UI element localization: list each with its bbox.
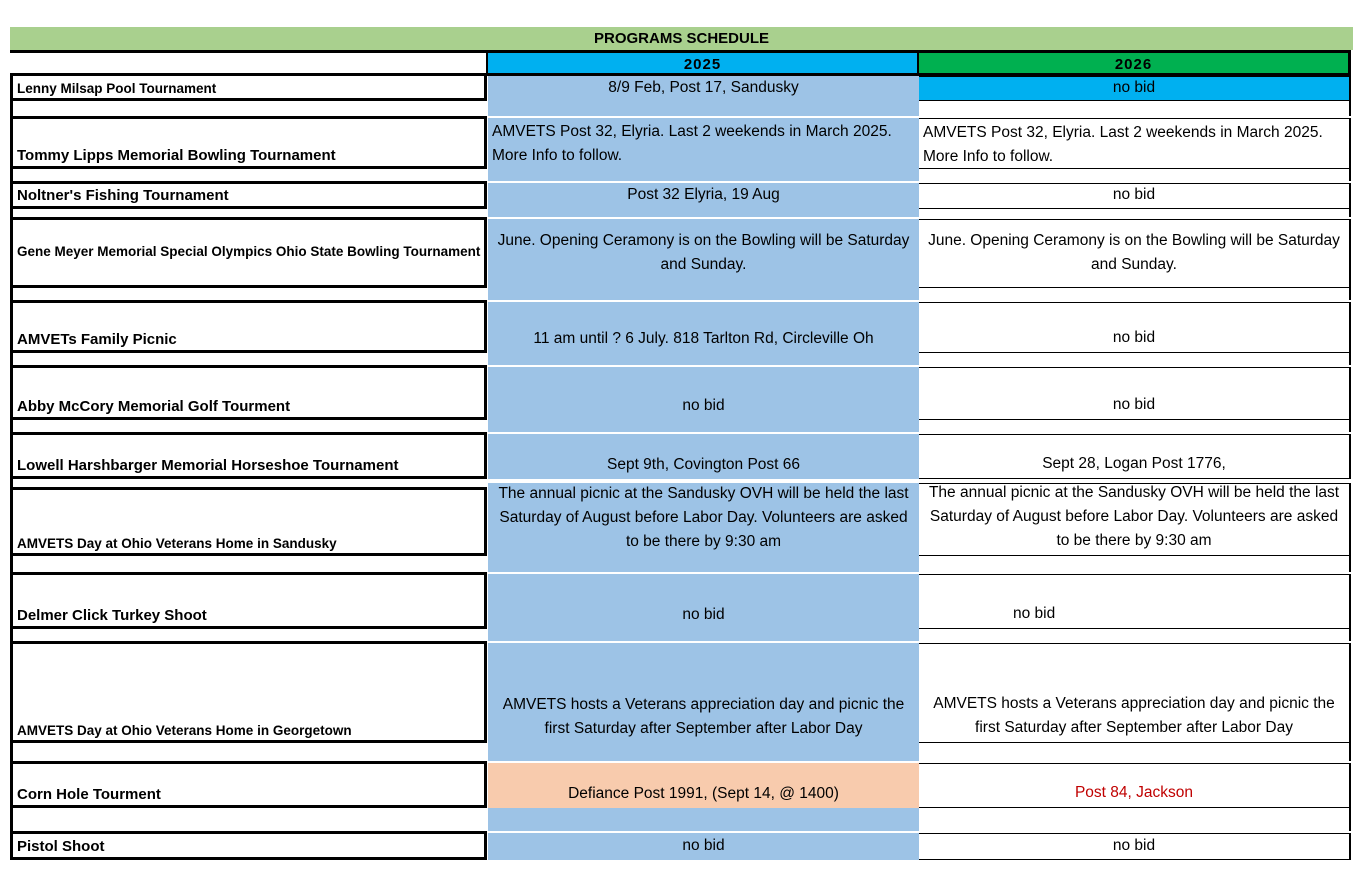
page-title: PROGRAMS SCHEDULE	[10, 27, 1353, 50]
spacer-row	[488, 629, 919, 641]
cell-2026-pool-tournament: no bid	[919, 76, 1351, 101]
column-header-2025: 2025	[488, 50, 919, 76]
row-label-bowling-tournament: Tommy Lipps Memorial Bowling Tournament	[13, 116, 487, 169]
cell-2026-bowling-tournament: AMVETS Post 32, Elyria. Last 2 weekends in March 2025. More Info to follow.	[919, 118, 1351, 169]
spacer-row	[488, 169, 919, 181]
spacer-row	[919, 288, 1351, 300]
cell-2025-corn-hole: Defiance Post 1991, (Sept 14, @ 1400)	[488, 763, 919, 808]
cell-2026-ovh-georgetown: AMVETS hosts a Veterans appreciation day and picnic the first Saturday after September after Labor Day	[919, 643, 1351, 743]
cell-2026-special-olympics-bowling: June. Opening Ceramony is on the Bowling will be Saturday and Sunday.	[919, 219, 1351, 288]
spacer-row	[919, 556, 1351, 572]
column-header-2026: 2026	[919, 50, 1351, 76]
cell-2025-horseshoe-tournament: Sept 9th, Covington Post 66	[488, 434, 919, 479]
cell-2025-bowling-tournament: AMVETS Post 32, Elyria. Last 2 weekends in March 2025. More Info to follow.	[488, 118, 919, 169]
spacer-row	[919, 743, 1351, 761]
cell-2025-family-picnic: 11 am until ? 6 July. 818 Tarlton Rd, Circleville Oh	[488, 302, 919, 353]
row-label-horseshoe-tournament: Lowell Harshbarger Memorial Horseshoe Tournament	[13, 432, 487, 479]
spacer-row	[919, 169, 1351, 181]
row-label-family-picnic: AMVETs Family Picnic	[13, 300, 487, 353]
cell-2026-corn-hole: Post 84, Jackson	[919, 763, 1351, 808]
row-label-golf-tourment: Abby McCory Memorial Golf Tourment	[13, 365, 487, 420]
spacer-row	[488, 288, 919, 300]
cell-2026-fishing-tournament: no bid	[919, 183, 1351, 209]
spacer-row	[919, 420, 1351, 432]
row-label-ovh-georgetown: AMVETS Day at Ohio Veterans Home in Georgetown	[13, 641, 487, 743]
row-label-pool-tournament: Lenny Milsap Pool Tournament	[13, 73, 487, 101]
spacer-row	[488, 353, 919, 365]
spacer-row	[488, 101, 919, 116]
cell-2026-ovh-sandusky: The annual picnic at the Sandusky OVH will be held the last Saturday of August before Labor Day. Volunteers are asked to be there by 9:30 am	[919, 483, 1351, 556]
spacer-row	[919, 209, 1351, 217]
cell-2026-golf-tourment: no bid	[919, 367, 1351, 420]
row-label-corn-hole: Corn Hole Tourment	[13, 761, 487, 808]
row-label-special-olympics-bowling: Gene Meyer Memorial Special Olympics Ohio State Bowling Tournament	[13, 217, 487, 288]
cell-2026-pistol-shoot: no bid	[919, 833, 1351, 860]
spacer-row	[488, 556, 919, 572]
cell-2025-pistol-shoot: no bid	[488, 833, 919, 860]
spacer-row	[919, 808, 1351, 831]
cell-2025-ovh-sandusky: The annual picnic at the Sandusky OVH will be held the last Saturday of August before Labor Day. Volunteers are asked to be there by 9:30 am	[488, 483, 919, 556]
cell-2025-turkey-shoot: no bid	[488, 574, 919, 629]
spacer-row	[919, 101, 1351, 116]
cell-2025-special-olympics-bowling: June. Opening Ceramony is on the Bowling will be Saturday and Sunday.	[488, 219, 919, 288]
spacer-row	[488, 808, 919, 831]
spacer-row	[488, 420, 919, 432]
cell-2025-pool-tournament: 8/9 Feb, Post 17, Sandusky	[488, 76, 919, 101]
row-label-ovh-sandusky: AMVETS Day at Ohio Veterans Home in Sandusky	[13, 487, 487, 556]
cell-2026-family-picnic: no bid	[919, 302, 1351, 353]
spacer-row	[919, 629, 1351, 641]
cell-2025-ovh-georgetown: AMVETS hosts a Veterans appreciation day and picnic the first Saturday after September after Labor Day	[488, 643, 919, 743]
spacer-row	[919, 353, 1351, 365]
cell-2026-horseshoe-tournament: Sept 28, Logan Post 1776,	[919, 434, 1351, 479]
cell-2025-fishing-tournament: Post 32 Elyria, 19 Aug	[488, 183, 919, 209]
row-label-turkey-shoot: Delmer Click Turkey Shoot	[13, 572, 487, 629]
row-label-fishing-tournament: Noltner's Fishing Tournament	[13, 181, 487, 209]
spacer-row	[488, 743, 919, 761]
spacer-row	[488, 209, 919, 217]
row-label-pistol-shoot: Pistol Shoot	[13, 831, 487, 860]
cell-2026-turkey-shoot: no bid	[919, 574, 1351, 629]
cell-2025-golf-tourment: no bid	[488, 367, 919, 420]
